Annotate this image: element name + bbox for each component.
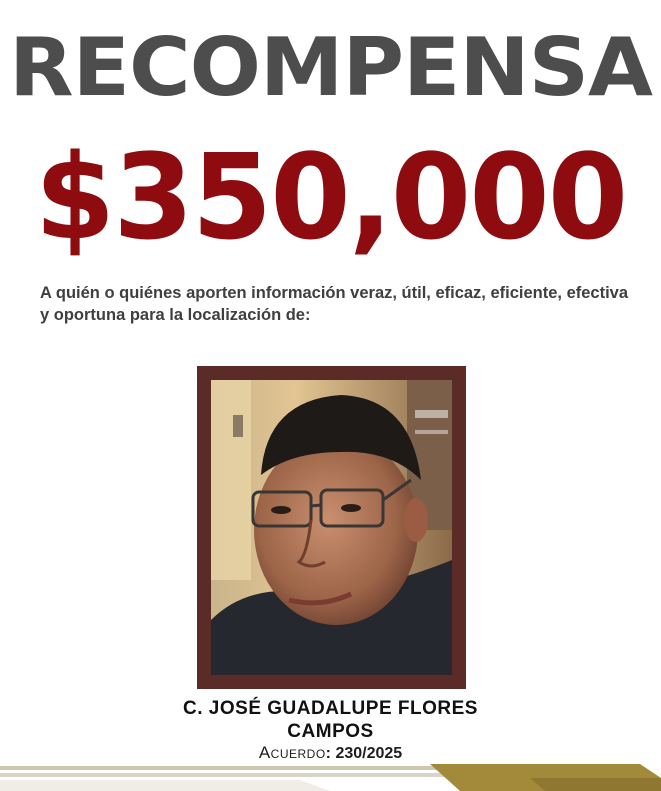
photo-frame [197,366,466,689]
agreement-label: Acuerdo [258,743,326,762]
reward-title: RECOMPENSA [9,21,652,114]
person-name-line2: CAMPOS [287,721,374,742]
person-photo [211,380,452,675]
decorative-bottom-band [0,760,661,791]
reward-amount: $350,000 [34,128,627,266]
person-name-line1: C. JOSÉ GUADALUPE FLORES [183,698,478,719]
agreement-number: 230/2025 [335,745,403,762]
agreement-separator: : [325,745,331,762]
intro-text: A quién o quiénes aporten información veraz, útil, eficaz, eficiente, efectiva y oportuna para la localización de: [40,284,629,324]
